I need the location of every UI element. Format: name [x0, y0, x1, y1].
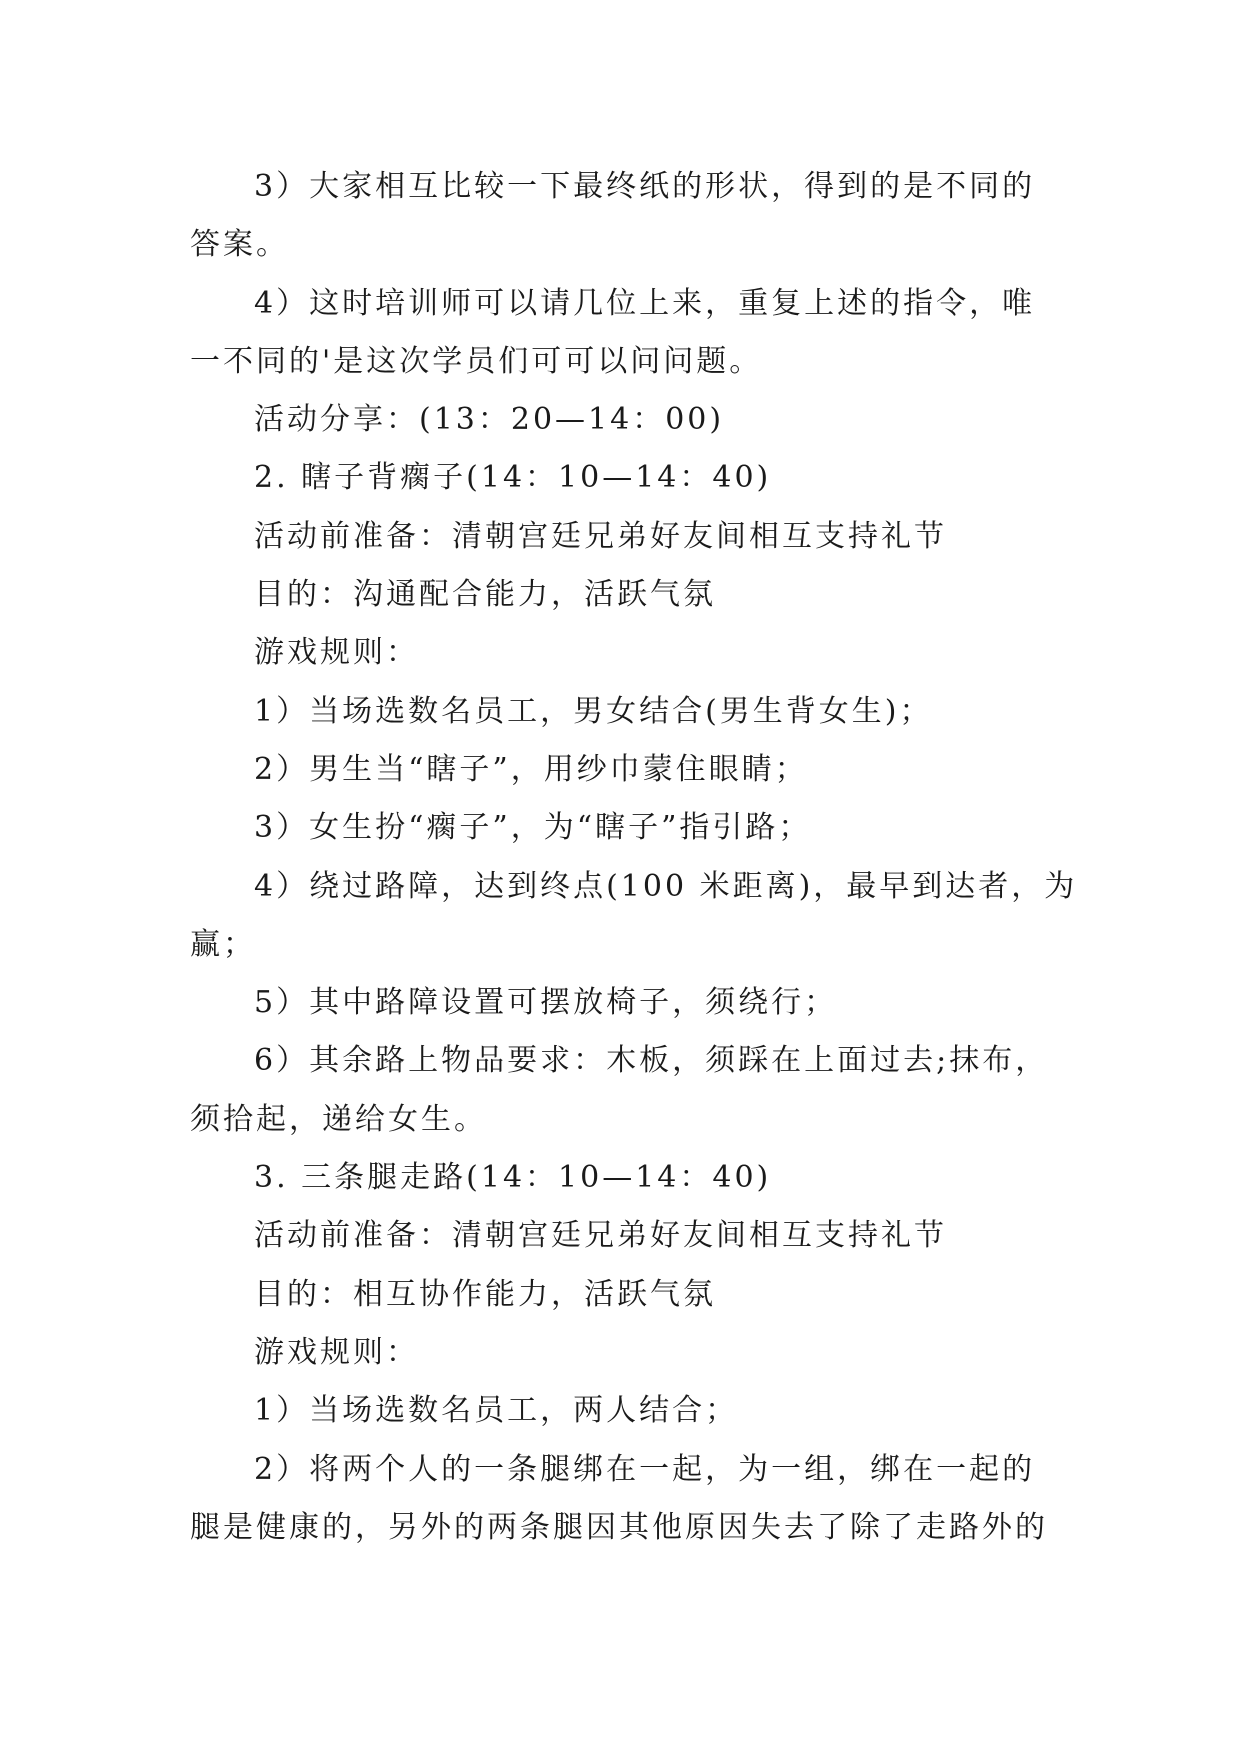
section-heading: 2. 瞎子背瘸子(14：10—14：40)	[254, 460, 772, 496]
text-line: 活动前准备：清朝宫廷兄弟好友间相互支持礼节	[254, 518, 947, 554]
text-line: 活动前准备：清朝宫廷兄弟好友间相互支持礼节	[254, 1218, 947, 1254]
text-line: 腿是健康的，另外的两条腿因其他原因失去了除了走路外的	[190, 1509, 1048, 1545]
rule-item: 1）当场选数名员工，男女结合(男生背女生)；	[254, 693, 933, 729]
text-line: 答案。	[190, 227, 289, 263]
section-heading: 3. 三条腿走路(14：10—14：40)	[254, 1160, 772, 1196]
document-body	[190, 158, 1078, 1557]
rule-item: 2）将两个人的一条腿绑在一起，为一组，绑在一起的	[254, 1451, 1036, 1487]
text-line: 目的：沟通配合能力，活跃气氛	[254, 577, 716, 613]
text-line: 游戏规则：	[254, 1334, 419, 1370]
text-line: 游戏规则：	[254, 635, 419, 671]
text-line: 一不同的'是这次学员们可可以问问题。	[190, 343, 763, 379]
rule-item: 3）女生扮“瘸子”，为“瞎子”指引路；	[254, 810, 812, 846]
text-line: 须拾起，递给女生。	[190, 1101, 487, 1137]
rule-item: 4）绕过路障，达到终点(100 米距离)，最早到达者，为	[254, 868, 1078, 904]
text-line: 目的：相互协作能力，活跃气氛	[254, 1276, 716, 1312]
rule-item: 6）其余路上物品要求：木板，须踩在上面过去;抹布，	[254, 1043, 1049, 1079]
text-line: 4）这时培训师可以请几位上来，重复上述的指令，唯	[254, 285, 1036, 321]
rule-item: 2）男生当“瞎子”，用纱巾蒙住眼睛；	[254, 751, 808, 787]
text-line: 活动分享：(13：20—14：00)	[254, 402, 725, 438]
text-line: 赢；	[190, 926, 256, 962]
rule-item: 1）当场选数名员工，两人结合；	[254, 1393, 739, 1429]
text-line: 3）大家相互比较一下最终纸的形状，得到的是不同的	[254, 169, 1036, 204]
rule-item: 5）其中路障设置可摆放椅子，须绕行；	[254, 985, 838, 1021]
